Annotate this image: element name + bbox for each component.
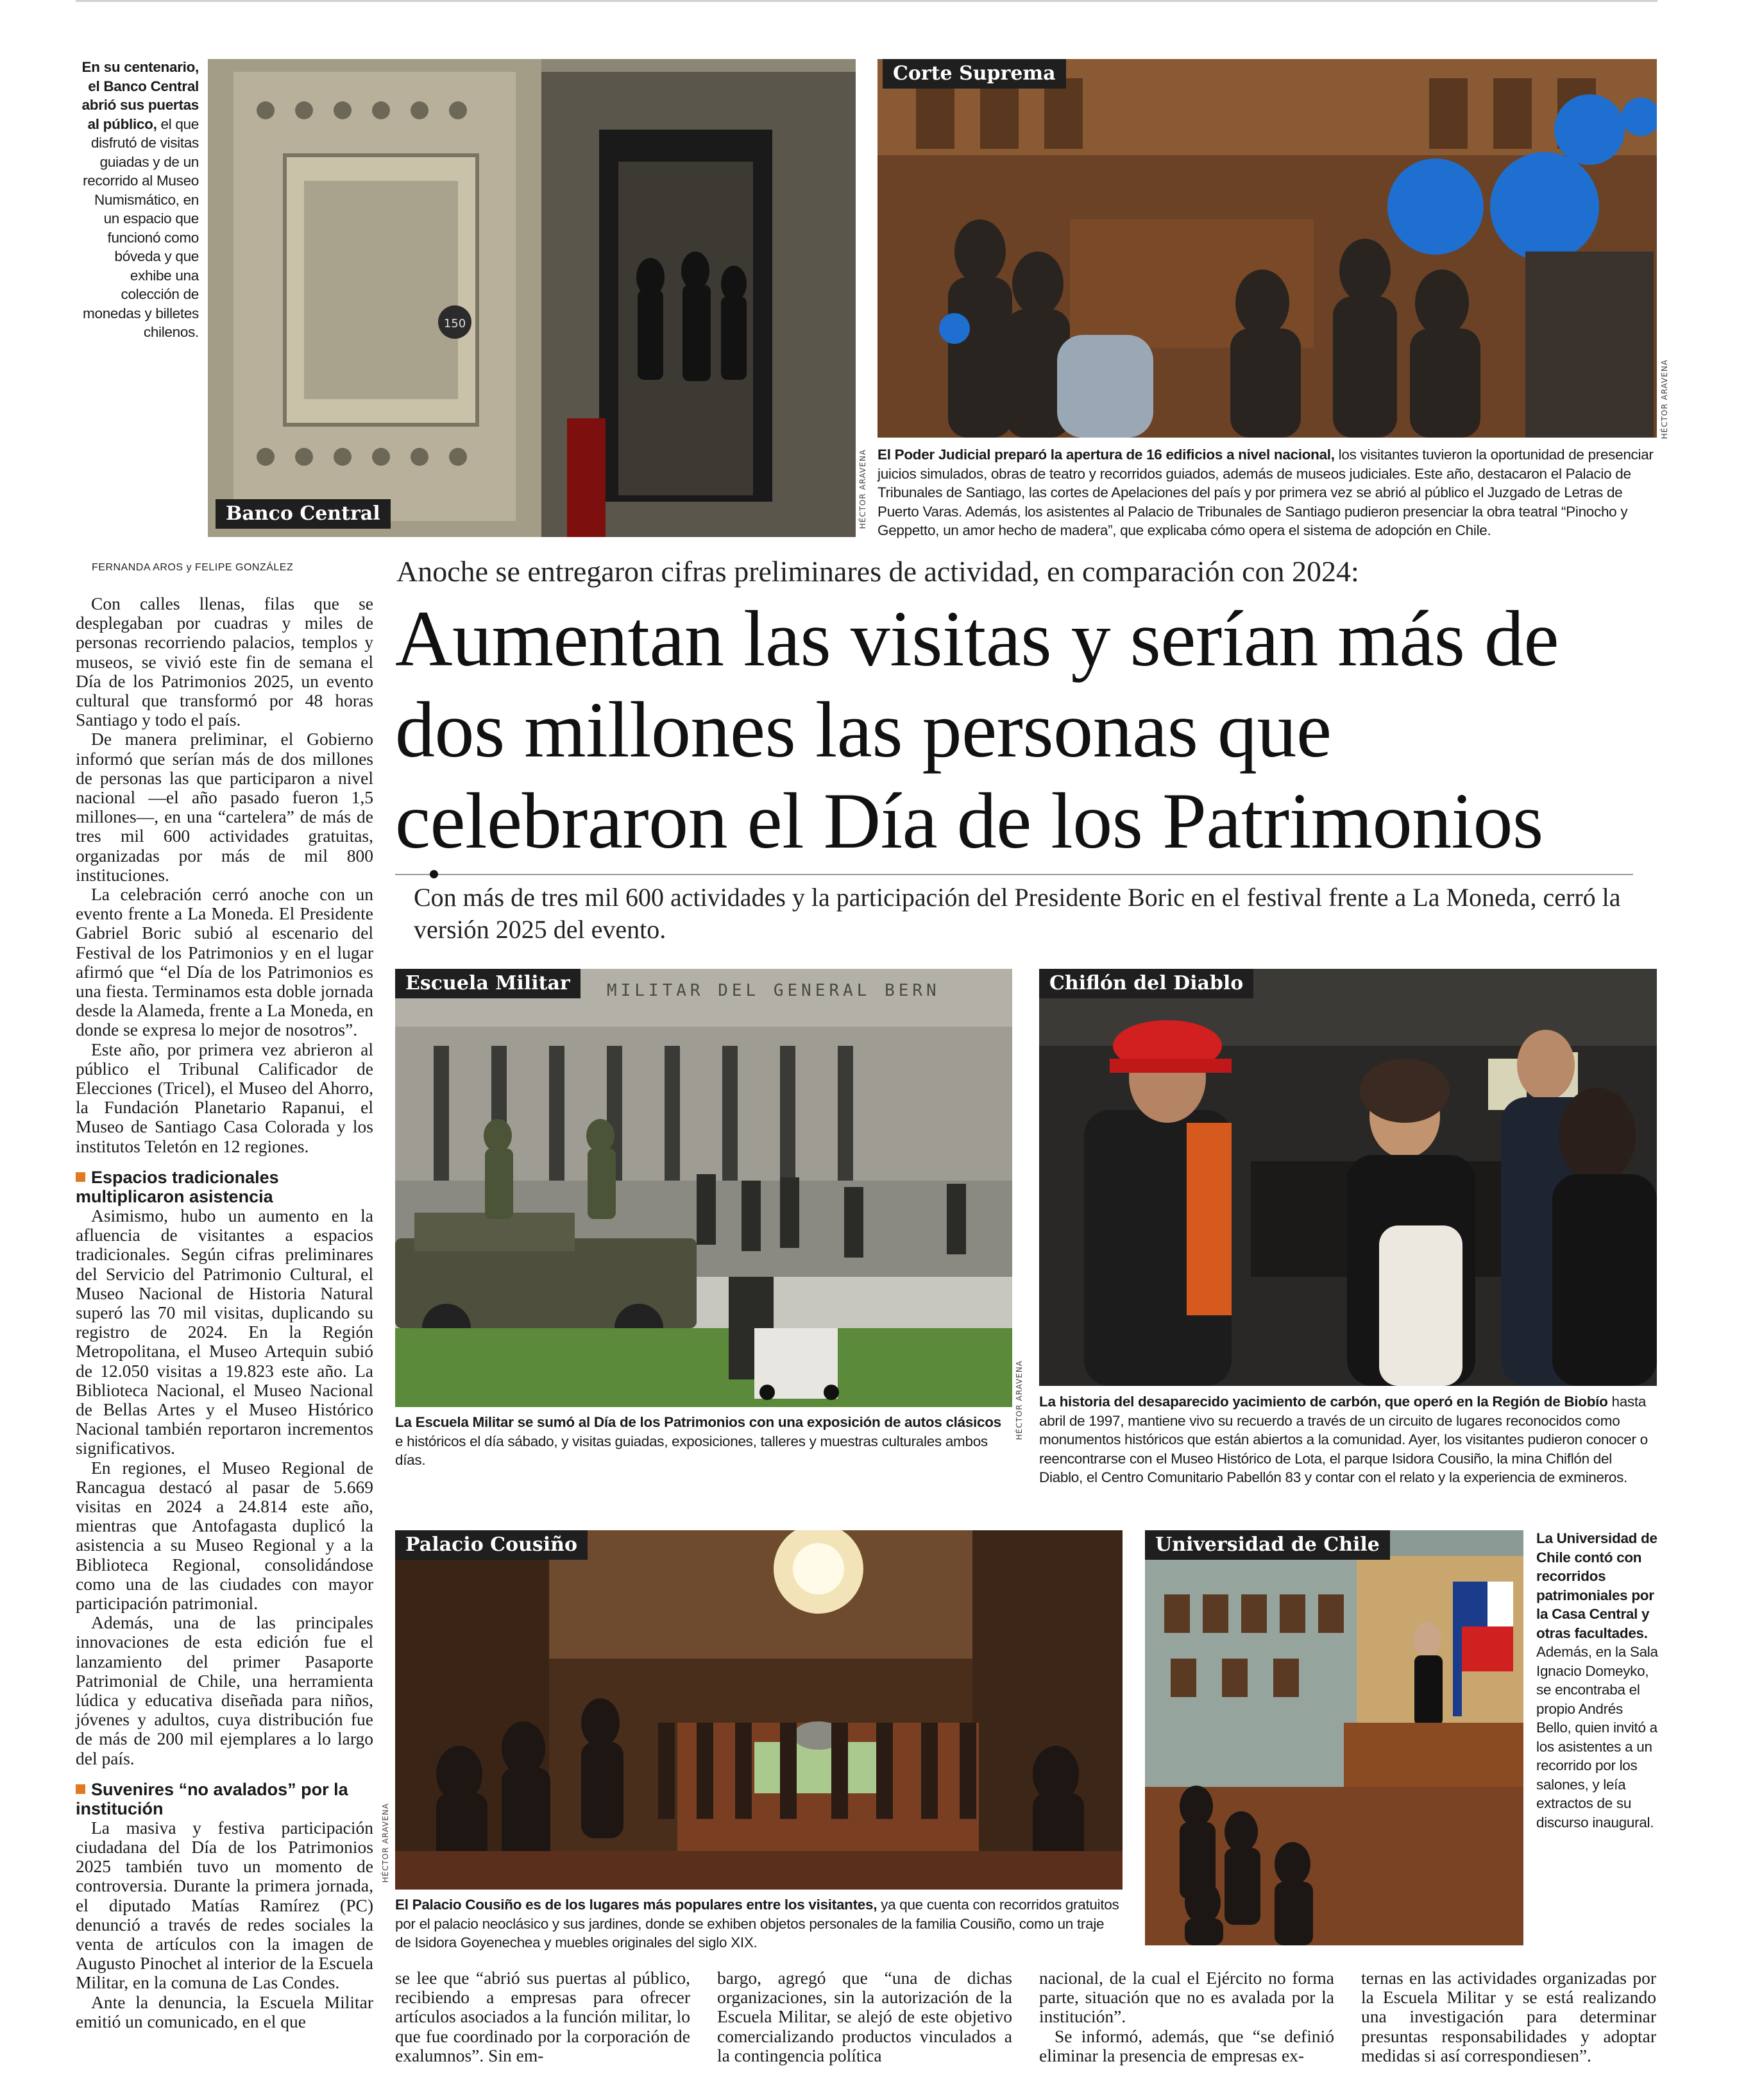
caption-universidad-de-chile: La Universidad de Chile contó con recorridos patrimoniales por la Casa Central y otras facultades. Además, en la Sala Ignacio Domeyko, se encontraba el propio Andrés Bello, quien invitó a los asistentes a un recorrido por los salones, y leía extractos de su discurso inaugural. <box>1536 1530 1658 1831</box>
subhead-suvenires: Suvenires “no avalados” por la institución <box>76 1779 348 1818</box>
photo-escuela-militar <box>395 969 1012 1407</box>
deck-rule <box>395 874 1633 875</box>
article-body-left-column <box>76 594 373 2031</box>
caption-banco-central: En su centenario, el Banco Central abrió sus puertas al público, el que disfrutó de visitas guiadas y de un recorrido al Museo Numismático, en un espacio que funcionó como bóveda y que exhibe una colección de monedas y billetes chilenos. <box>81 59 199 340</box>
paragraph: Asimismo, hubo un aumento en la afluencia de visitantes a espacios tradicionales. Según cifras preliminares del Servicio del Patrimonio Cultural, el Museo Nacional de Historia Natural superó las 70 mil visitas, duplicando su registro de 2024. En la Región Metropolitana, el Museo Artequin subió de 12.050 visitas a 19.823 este año. La Biblioteca Nacional, el Museo Nacional de Bellas Artes y el Museo Histórico Nacional también reportaron incrementos significativos. <box>76 1205 373 1458</box>
kicker: Anoche se entregaron cifras preliminares de actividad, en comparación con 2024: <box>396 555 1359 588</box>
paragraph: De manera preliminar, el Gobierno informó que serían más de dos millones de personas las que participaron a nivel nacional —el año pasado fueron 1,5 millones—, en una “cartelera” de más de tres mil 600 actividades gratuitas, organizadas por más de mil 800 instituciones. <box>76 729 373 885</box>
top-rule <box>76 0 1657 2</box>
subhead-espacios: Espacios tradicionales multiplicaron asistencia <box>76 1167 279 1206</box>
article-body-bottom-column-3: nacional, de la cual el Ejército no forma parte, situación que no es avalada por la institución”. Se informó, además, que “se definió eliminar la presencia de empresas ex- <box>1039 1968 1334 2065</box>
photo-label-escuela-militar: Escuela Militar <box>395 969 581 998</box>
paragraph: En regiones, el Museo Regional de Rancagua destacó al pasar de 5.669 visitas en 2024 a 24.814 este año, mientras que Antofagasta duplicó la asistencia a su Museo Regional y a la Biblioteca Regional, consolidándose como una de las ciudades con mayor participación patrimonial. <box>76 1457 373 1613</box>
subhead-marker <box>76 1784 85 1794</box>
photo-credit-escuela: HÉCTOR ARAVENA <box>1015 1360 1024 1440</box>
deck-bullet <box>430 870 438 878</box>
photo-universidad-de-chile <box>1145 1530 1523 1945</box>
subhead-marker <box>76 1172 85 1182</box>
byline: FERNANDA AROS y FELIPE GONZÁLEZ <box>92 562 294 573</box>
article-body-bottom-column-2: bargo, agregó que “una de dichas organizaciones, sin la autorización de la Escuela Militar, se alejó de este objetivo comercializando productos vinculados a la contingencia política <box>717 1968 1012 2065</box>
photo-label-palacio-cousino: Palacio Cousiño <box>395 1530 588 1560</box>
paragraph: La masiva y festiva participación ciudadana del Día de los Patrimonios 2025 también tuvo un momento de controversia. Durante la primera jornada, el diputado Matías Ramírez (PC) denunció a través de redes sociales la venta de artículos con la imagen de Augusto Pinochet al interior de la Escuela Militar, en la comuna de Las Condes. <box>76 1817 373 1993</box>
photo-label-universidad-de-chile: Universidad de Chile <box>1145 1530 1390 1560</box>
caption-corte-suprema: El Poder Judicial preparó la apertura de 16 edificios a nivel nacional, los visitantes tuvieron la oportunidad de presenciar juicios simulados, obras de teatro y recorridos guiados, además de museos judiciales. Este año, destacaron el Palacio de Tribunales de Santiago, las cortes de Apelaciones del país y por primera vez se abrió al público el Juzgado de Letras de Puerto Varas. Además, los asistentes al Palacio de Tribunales de Santiago pudieron presenciar la obra teatral “Pinocho y Geppetto, un amor hecho de madera”, que explicaba cómo opera el sistema de adopción en Chile. <box>877 447 1654 538</box>
photo-label-banco-central: Banco Central <box>216 499 391 529</box>
caption-palacio-cousino: El Palacio Cousiño es de los lugares más populares entre los visitantes, ya que cuenta con recorridos gratuitos por el palacio neoclásico y sus jardines, donde se exhiben objetos personales de la familia Cousiño, como un traje de Isidora Goyenechea y muebles originales del siglo XIX. <box>395 1897 1119 1951</box>
photo-credit-cousino: HÉCTOR ARAVENA <box>381 1803 390 1883</box>
photo-credit-banco: HÉCTOR ARAVENA <box>858 449 867 529</box>
headline: Aumentan las visitas y serían más de dos millones las personas que celebraron el Día de los Patrimonios <box>395 595 1559 865</box>
photo-chiflon-del-diablo <box>1039 969 1657 1386</box>
paragraph: Además, una de las principales innovaciones de esta edición fue el lanzamiento del primer Pasaporte Patrimonial de Chile, una herramienta lúdica y educativa diseñada para niños, jóvenes y adultos, cuya distribución fue de más de 200 mil ejemplares a lo largo del país. <box>76 1612 373 1768</box>
caption-escuela-militar: La Escuela Militar se sumó al Día de los Patrimonios con una exposición de autos clásicos e históricos el día sábado, y visitas guiadas, exposiciones, talleres y muestras culturales ambos días. <box>395 1414 1001 1468</box>
article-body-bottom-column-1: se lee que “abrió sus puertas al público, recibiendo a empresas para ofrecer artículos asociados a la función militar, lo que fue coordinado por la corporación de exalumnos”. Sin em- <box>395 1968 690 2065</box>
paragraph: Con calles llenas, filas que se desplegaban por cuadras y miles de personas recorriendo palacios, templos y museos, se vivió este fin de semana el Día de los Patrimonios 2025, un evento cultural que transformó por 48 horas Santiago y todo el país. <box>76 593 373 730</box>
paragraph: Este año, por primera vez abrieron al público el Tribunal Calificador de Elecciones (Tricel), el Museo del Ahorro, la Fundación Planetario Rapanui, el Museo de Santiago Casa Colorada y los institutos Teletón en 12 regiones. <box>76 1039 373 1156</box>
deck: Con más de tres mil 600 actividades y la participación del Presidente Boric en el festival frente a La Moneda, cerró la versión 2025 del evento. <box>414 883 1621 944</box>
photo-palacio-cousino <box>395 1530 1123 1890</box>
article-body-bottom-column-4: ternas en las actividades organizadas por la Escuela Militar y se está realizando una investigación para determinar presuntas responsabilidades y adoptar medidas si así correspondiesen”. <box>1361 1968 1656 2065</box>
paragraph: Ante la denuncia, la Escuela Militar emitió un comunicado, en el que <box>76 1992 373 2031</box>
paragraph: La celebración cerró anoche con un evento frente a La Moneda. El Presidente Gabriel Boric subió al escenario del Festival de los Patrimonios y en el lugar afirmó que “el Día de los Patrimonios es una fiesta. Terminamos esta doble jornada desde la Alameda, frente a La Moneda, en donde se expresa lo mejor de nosotros”. <box>76 884 373 1040</box>
vault-dial-text: 150 <box>443 317 466 330</box>
photo-label-chiflon-del-diablo: Chiflón del Diablo <box>1039 969 1253 998</box>
photo-label-corte-suprema: Corte Suprema <box>883 59 1066 89</box>
facade-inscription: MILITAR DEL GENERAL BERN <box>607 981 940 1000</box>
photo-credit-corte: HÉCTOR ARAVENA <box>1660 359 1669 440</box>
photo-banco-central <box>208 59 856 537</box>
photo-corte-suprema <box>877 59 1657 438</box>
caption-chiflon-del-diablo: La historia del desaparecido yacimiento de carbón, que operó en la Región de Biobío hasta abril de 1997, mantiene vivo su recuerdo a través de un circuito de lugares reconocidos como monumentos históricos que están abiertos a la comunidad. Ayer, los visitantes pudieron conocer o reencontrarse con el Museo Histórico de Lota, el parque Isidora Cousiño, la mina Chiflón del Diablo, el Centro Comunitario Pabellón 83 y contar con el relato y la experiencia de exmineros. <box>1039 1394 1648 1485</box>
